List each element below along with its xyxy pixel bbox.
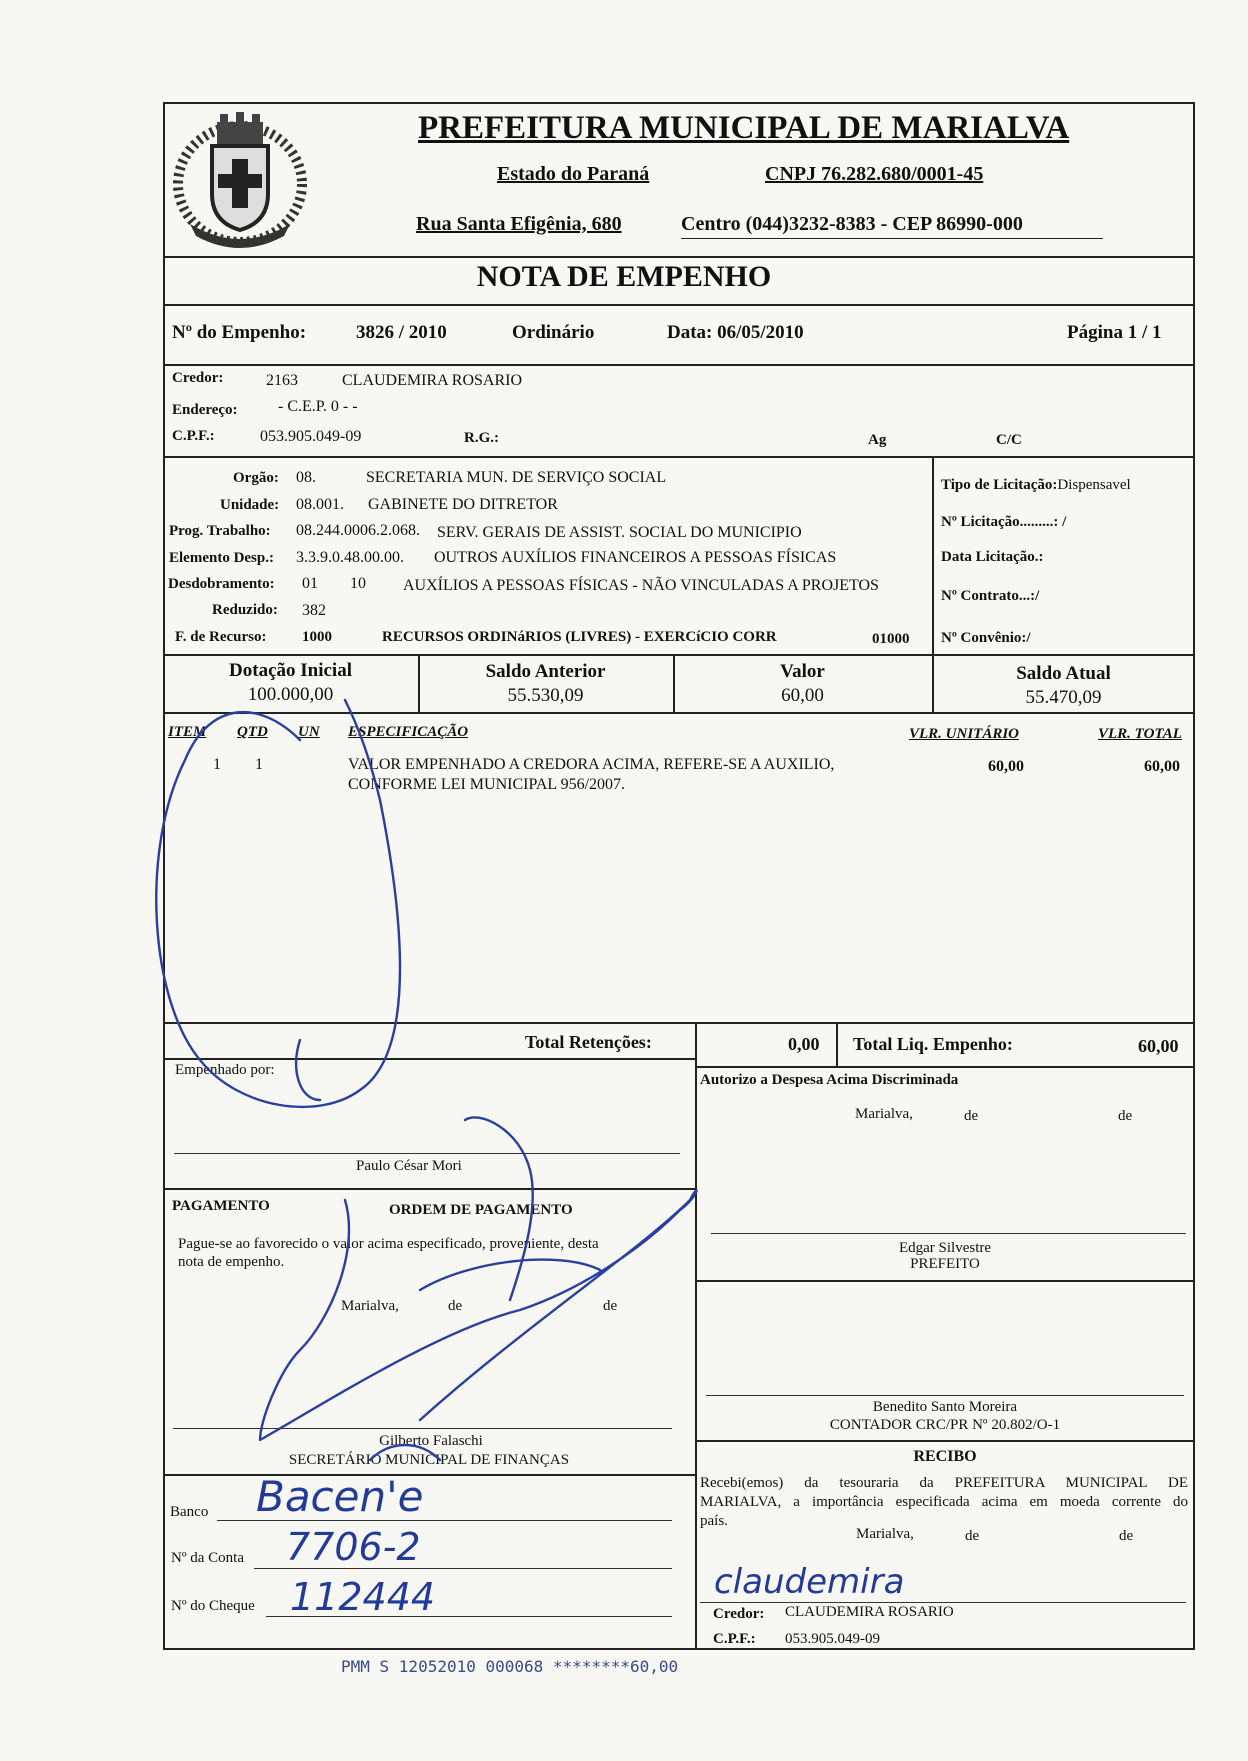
conta-label: Nº da Conta: [171, 1550, 244, 1566]
valor-value: 60,00: [781, 685, 824, 706]
col-item: ITEM: [168, 724, 207, 740]
contrato-label: Nº Contrato...:/: [941, 588, 1040, 604]
cc-label: C/C: [996, 432, 1022, 448]
unidade-label: Unidade:: [220, 497, 280, 513]
prog-label: Prog. Trabalho:: [169, 523, 271, 539]
empenhado-label: Empenhado por:: [175, 1062, 275, 1078]
dotacao-label: Dotação Inicial: [229, 660, 352, 681]
saldo-anterior-label: Saldo Anterior: [485, 661, 606, 682]
recurso-code2: 01000: [872, 631, 910, 647]
cheque-label: Nº do Cheque: [171, 1598, 255, 1614]
recibo-text: Recebi(emos) da tesouraria da PREFEITURA MUNICIPAL DE MARIALVA, a importância especificada acima em moeda corrente do país.: [700, 1475, 1188, 1529]
pagamento-de2: de: [603, 1298, 618, 1314]
prefeito-signature: Edgar Silvestre PREFEITO: [898, 1240, 992, 1272]
orgao-label: Orgão:: [233, 470, 279, 486]
orgao-name: SECRETARIA MUN. DE SERVIÇO SOCIAL: [366, 469, 667, 486]
recibo-cpf-label: C.P.F.:: [713, 1631, 756, 1647]
dotacao-value: 100.000,00: [247, 684, 334, 705]
municipality-title: PREFEITURA MUNICIPAL DE MARIALVA: [418, 110, 1070, 146]
credor-label: Credor:: [172, 370, 224, 386]
licitacao-tipo-label: Tipo de Licitação:Dispensavel: [941, 477, 1131, 493]
reduzido-label: Reduzido:: [212, 602, 278, 618]
liq-empenho-label: Total Liq. Empenho:: [853, 1034, 1013, 1054]
retencoes-value: 0,00: [788, 1034, 820, 1054]
orgao-code: 08.: [296, 469, 316, 486]
ordem-pagamento-label: ORDEM DE PAGAMENTO: [389, 1202, 573, 1218]
row-item: 1: [213, 756, 221, 773]
recibo-label: RECIBO: [913, 1448, 977, 1465]
col-vlr-unitario: VLR. UNITÁRIO: [909, 726, 1020, 742]
prog-code: 08.244.0006.2.068.: [296, 522, 420, 539]
liq-empenho-value: 60,00: [1138, 1036, 1179, 1056]
desdobramento-code1: 01: [302, 575, 318, 592]
desdobramento-label: Desdobramento:: [168, 576, 275, 592]
credor-name: CLAUDEMIRA ROSARIO: [342, 372, 523, 389]
footer-stamp: PMM S 12052010 000068 ********60,00: [341, 1657, 679, 1676]
credor-signature: claudemira: [714, 1562, 905, 1602]
pagamento-city: Marialva,: [341, 1298, 399, 1314]
convenio-label: Nº Convênio:/: [941, 630, 1031, 646]
secretario-signature: Gilberto Falaschi SECRETÁRIO MUNICIPAL DE FINANÇAS: [288, 1433, 570, 1468]
row-vlr-unitario: 60,00: [988, 758, 1024, 775]
elemento-code: 3.3.9.0.48.00.00.: [296, 549, 404, 566]
recurso-code: 1000: [302, 629, 332, 645]
page-number: Página 1 / 1: [1067, 322, 1162, 343]
recibo-credor-name: CLAUDEMIRA ROSARIO: [785, 1604, 954, 1620]
valor-label: Valor: [780, 661, 825, 682]
pagamento-text-line2: nota de empenho.: [178, 1254, 285, 1270]
endereco-label: Endereço:: [172, 402, 238, 418]
saldo-atual-label: Saldo Atual: [1016, 663, 1111, 684]
elemento-label: Elemento Desp.:: [169, 550, 274, 566]
col-qtd: QTD: [237, 724, 268, 740]
elemento-name: OUTROS AUXÍLIOS FINANCEIROS A PESSOAS FÍSICAS: [434, 549, 837, 566]
desdobramento-code2: 10: [350, 575, 366, 592]
unidade-code: 08.001.: [296, 496, 344, 513]
banco-handwritten: Bacen'e: [256, 1472, 424, 1521]
recurso-name: RECURSOS ORDINáRIOS (LIVRES) - EXERCíCIO CORR: [382, 629, 777, 645]
row-qtd: 1: [255, 756, 263, 773]
cnpj-label: CNPJ 76.282.680/0001-45: [765, 163, 984, 185]
licitacao-data: Data Licitação.:: [941, 549, 1044, 565]
contact-label: Centro (044)3232-8383 - CEP 86990-000: [681, 213, 1023, 235]
licitacao-numero: Nº Licitação.........: /: [941, 514, 1067, 530]
contador-signature: Benedito Santo Moreira CONTADOR CRC/PR Nº 20.802/O-1: [829, 1399, 1061, 1433]
autorizo-de2: de: [1118, 1108, 1133, 1124]
recurso-label: F. de Recurso:: [175, 629, 267, 645]
pagamento-label: PAGAMENTO: [172, 1198, 270, 1214]
recibo-credor-label: Credor:: [713, 1606, 765, 1622]
autorizo-city: Marialva,: [855, 1106, 913, 1122]
pagamento-de1: de: [448, 1298, 463, 1314]
empenho-number: 3826 / 2010: [356, 322, 447, 343]
pagamento-text-line1: Pague-se ao favorecido o valor acima especificado, proveniente, desta: [178, 1236, 599, 1252]
desdobramento-name: AUXÍLIOS A PESSOAS FÍSICAS - NÃO VINCULADAS A PROJETOS: [403, 577, 879, 594]
document-title: NOTA DE EMPENHO: [476, 260, 772, 293]
saldo-anterior-value: 55.530,09: [507, 685, 584, 706]
retencoes-label: Total Retenções:: [525, 1032, 652, 1052]
col-especificacao: ESPECIFICAÇÃO: [348, 724, 469, 740]
empenho-type: Ordinário: [512, 322, 595, 343]
col-vlr-total: VLR. TOTAL: [1098, 726, 1182, 742]
col-un: UN: [298, 724, 320, 740]
conta-handwritten: 7706-2: [286, 1525, 421, 1569]
rg-label: R.G.:: [464, 430, 499, 446]
empenho-label: Nº do Empenho:: [172, 322, 307, 343]
row-vlr-total: 60,00: [1144, 758, 1180, 775]
coat-of-arms-icon: [170, 104, 310, 249]
banco-label: Banco: [170, 1504, 209, 1520]
cpf-value: 053.905.049-09: [260, 428, 362, 445]
cheque-handwritten: 112444: [290, 1575, 436, 1619]
empenho-date: Data: 06/05/2010: [667, 322, 804, 343]
saldo-atual-value: 55.470,09: [1025, 687, 1102, 708]
recibo-city: Marialva,: [856, 1526, 914, 1542]
recibo-cpf-value: 053.905.049-09: [785, 1631, 880, 1647]
recibo-de1: de: [965, 1528, 980, 1544]
recibo-de2: de: [1119, 1528, 1134, 1544]
state-label: Estado do Paraná: [497, 163, 650, 185]
prog-name: SERV. GERAIS DE ASSIST. SOCIAL DO MUNICIPIO: [437, 524, 802, 541]
cpf-label: C.P.F.:: [172, 428, 215, 444]
unidade-name: GABINETE DO DITRETOR: [368, 496, 558, 513]
reduzido-value: 382: [302, 602, 326, 619]
autorizo-label: Autorizo a Despesa Acima Discriminada: [700, 1072, 959, 1088]
row-spec-line1: VALOR EMPENHADO A CREDORA ACIMA, REFERE-SE A AUXILIO,: [348, 756, 835, 773]
row-spec-line2: CONFORME LEI MUNICIPAL 956/2007.: [348, 776, 626, 793]
address-label: Rua Santa Efigênia, 680: [416, 213, 622, 235]
ag-label: Ag: [868, 432, 887, 448]
credor-code: 2163: [266, 372, 298, 389]
endereco-value: - C.E.P. 0 - -: [278, 398, 358, 415]
autorizo-de1: de: [964, 1108, 979, 1124]
empenhado-name: Paulo César Mori: [356, 1158, 462, 1174]
